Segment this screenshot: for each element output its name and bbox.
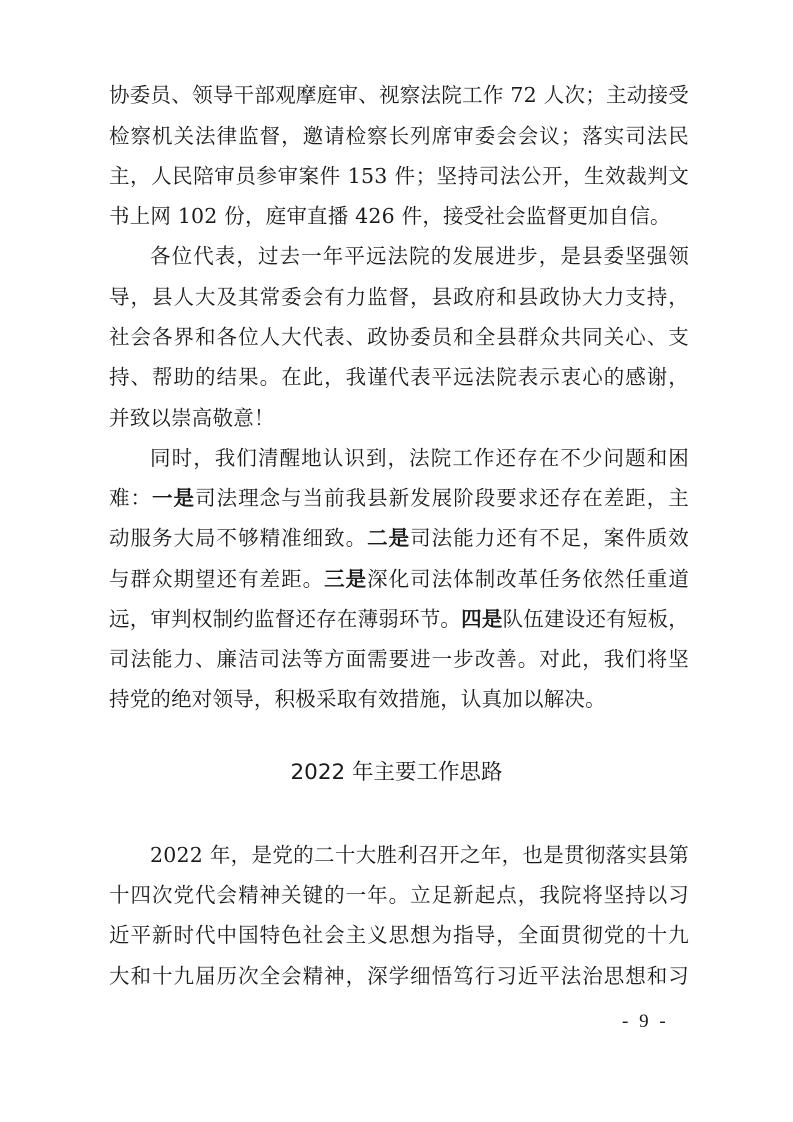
text-line: 2022 年，是党的二十大胜利召开之年，也是贯彻落实县第 xyxy=(150,843,689,867)
text-line xyxy=(109,605,689,633)
text-line: 持、帮助的结果。在此，我谨代表平远法院表示衷心的感谢， xyxy=(109,365,689,389)
keyword-first: 一是 xyxy=(152,486,196,510)
text-line: 大和十九届历次全会精神，深学细悟笃行习近平法治思想和习 xyxy=(109,964,689,988)
page-number: - 9 - xyxy=(622,1011,669,1032)
text-line: 十四次党代会精神关键的一年。立足新起点，我院将坚持以习 xyxy=(109,883,689,907)
text-line: 司法能力、廉洁司法等方面需要进一步改善。对此，我们将坚 xyxy=(109,647,689,671)
text-segment: 队伍建设还有短板， xyxy=(502,607,689,631)
text-line: 各位代表，过去一年平远法院的发展进步，是县委坚强领 xyxy=(150,244,689,268)
text-line xyxy=(109,565,689,593)
text-segment: 与群众期望还有差距。 xyxy=(109,567,325,591)
keyword-second: 二是 xyxy=(367,526,411,550)
keyword-fourth: 四是 xyxy=(461,607,503,631)
section-title: 2022 年主要工作思路 xyxy=(290,760,503,785)
text-segment: 动服务大局不够精准细致。 xyxy=(109,526,368,550)
text-line xyxy=(109,484,689,512)
keyword-third: 三是 xyxy=(324,567,368,591)
text-line: 同时，我们清醒地认识到，法院工作还存在不少问题和困 xyxy=(150,446,689,470)
text-segment: 司法理念与当前我县新发展阶段要求还存在差距，主 xyxy=(195,486,689,510)
text-segment: 远，审判权制约监督还存在薄弱环节。 xyxy=(109,607,462,631)
text-segment: 司法能力还有不足，案件质效 xyxy=(410,526,689,550)
text-line: 并致以崇高敬意！ xyxy=(109,406,275,430)
text-line xyxy=(109,524,689,552)
text-line: 近平新时代中国特色社会主义思想为指导，全面贯彻党的十九 xyxy=(109,923,689,947)
text-line: 协委员、领导干部观摩庭审、视察法院工作 72 人次；主动接受 xyxy=(109,83,689,107)
text-line: 社会各界和各位人大代表、政协委员和全县群众共同关心、支 xyxy=(109,325,689,349)
text-line: 导，县人大及其常委会有力监督，县政府和县政协大力支持， xyxy=(109,285,689,309)
text-line: 书上网 102 份，庭审直播 426 件，接受社会监督更加自信。 xyxy=(109,204,671,228)
text-segment: 难： xyxy=(109,486,153,510)
text-segment: 深化司法体制改革任务依然任重道 xyxy=(367,567,690,591)
text-line: 主，人民陪审员参审案件 153 件；坚持司法公开，生效裁判文 xyxy=(109,164,689,188)
text-line: 持党的绝对领导，积极采取有效措施，认真加以解决。 xyxy=(109,687,606,711)
text-line: 检察机关法律监督，邀请检察长列席审委会会议；落实司法民 xyxy=(109,124,689,148)
